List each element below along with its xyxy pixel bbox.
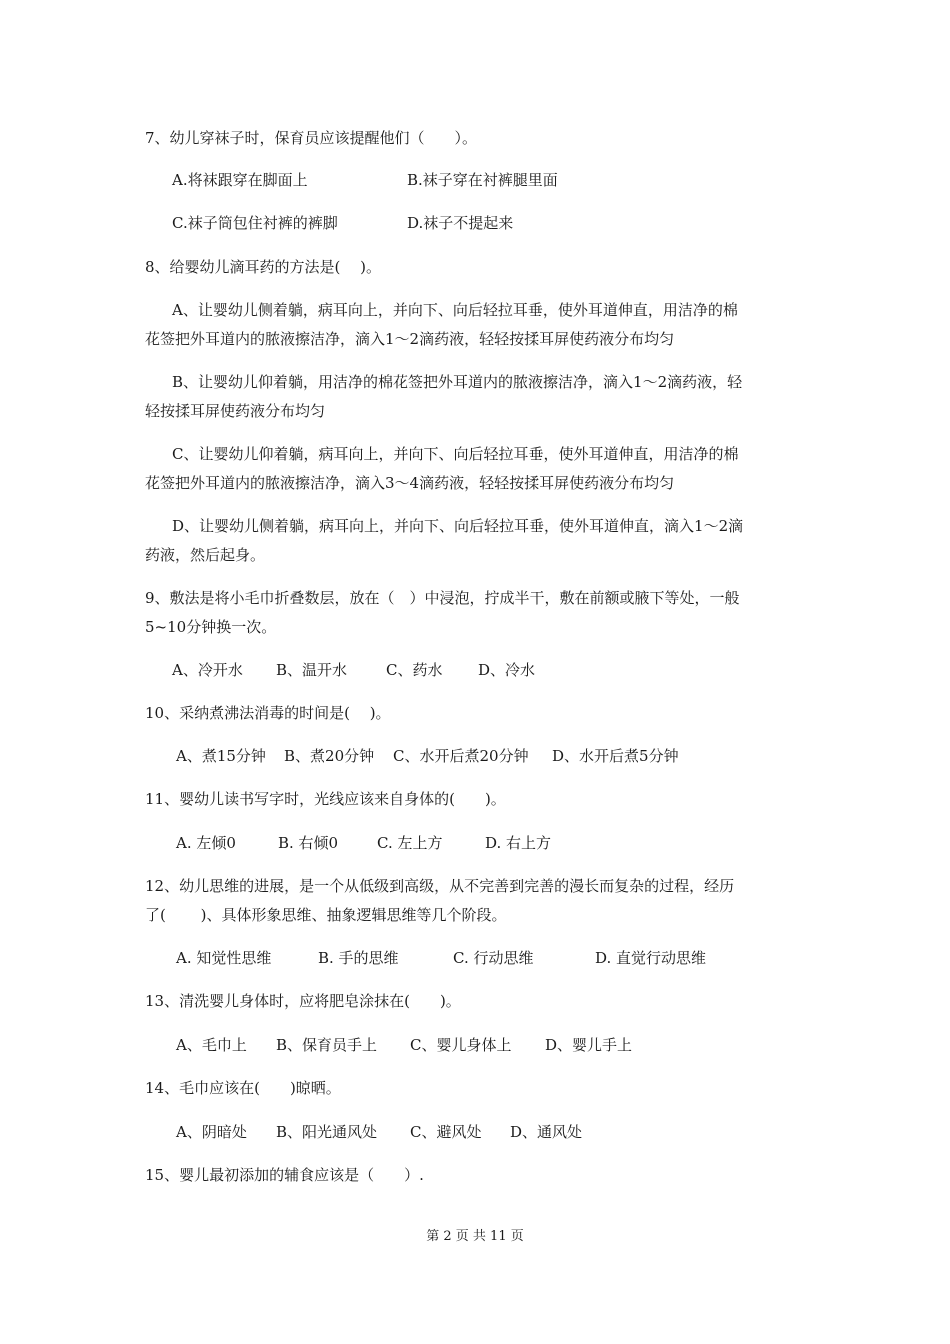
question-7-option-a: A.将袜跟穿在脚面上 xyxy=(172,171,308,189)
question-12-stem-line2: 了( )、具体形象思维、抽象逻辑思维等几个阶段。 xyxy=(145,906,507,924)
question-8-option-d-line2: 药液，然后起身。 xyxy=(145,546,266,564)
question-13-option-d: D、婴儿手上 xyxy=(545,1036,633,1054)
question-9-option-c: C、药水 xyxy=(386,661,443,679)
question-7-option-b: B.袜子穿在衬裤腿里面 xyxy=(407,171,558,189)
question-9-stem-line2: 5~10分钟换一次。 xyxy=(145,618,277,636)
question-14-option-c: C、避风处 xyxy=(410,1123,482,1141)
question-14-option-d: D、通风处 xyxy=(510,1123,583,1141)
question-12-option-a: A. 知觉性思维 xyxy=(176,949,272,967)
question-8-option-b-line2: 轻按揉耳屏使药液分布均匀 xyxy=(145,402,326,420)
question-8-option-a-line2: 花签把外耳道内的脓液擦洁净，滴入1～2滴药液，轻轻按揉耳屏使药液分布均匀 xyxy=(145,330,675,348)
question-10-option-a: A、煮15分钟 xyxy=(176,747,266,765)
question-9-stem-line1: 9、敷法是将小毛巾折叠数层，放在（ ）中浸泡，拧成半干，敷在前额或腋下等处，一般 xyxy=(145,589,740,607)
question-14-stem: 14、毛巾应该在( )晾晒。 xyxy=(145,1079,341,1097)
question-8-option-d-line1: D、让婴幼儿侧着躺，病耳向上，并向下、向后轻拉耳垂，使外耳道伸直，滴入1～2滴 xyxy=(172,517,744,535)
question-13-option-b: B、保育员手上 xyxy=(276,1036,378,1054)
page-number: 第 2 页 共 11 页 xyxy=(426,1229,524,1244)
question-9-option-a: A、冷开水 xyxy=(172,661,243,679)
question-8-option-c-line1: C、让婴幼儿仰着躺，病耳向上，并向下、向后轻拉耳垂，使外耳道伸直，用洁净的棉 xyxy=(172,445,739,463)
question-14-option-a: A、阴暗处 xyxy=(176,1123,247,1141)
question-12-option-c: C. 行动思维 xyxy=(453,949,534,967)
question-11-option-b: B. 右倾0 xyxy=(278,834,339,852)
question-11-stem: 11、婴幼儿读书写字时，光线应该来自身体的( )。 xyxy=(145,790,506,808)
question-8-option-c-line2: 花签把外耳道内的脓液擦洁净，滴入3～4滴药液，轻轻按揉耳屏使药液分布均匀 xyxy=(145,474,675,492)
question-10-option-c: C、水开后煮20分钟 xyxy=(393,747,529,765)
question-9-option-b: B、温开水 xyxy=(276,661,348,679)
question-12-stem-line1: 12、幼儿思维的进展，是一个从低级到高级，从不完善到完善的漫长而复杂的过程，经历 xyxy=(145,877,735,895)
question-13-stem: 13、清洗婴儿身体时，应将肥皂涂抹在( )。 xyxy=(145,992,461,1010)
question-10-option-b: B、煮20分钟 xyxy=(284,747,375,765)
question-12-option-b: B. 手的思维 xyxy=(318,949,399,967)
question-7-stem: 7、幼儿穿袜子时，保育员应该提醒他们（ ）。 xyxy=(145,129,478,147)
question-11-option-d: D. 右上方 xyxy=(485,834,552,852)
question-8-stem: 8、给婴幼儿滴耳药的方法是( )。 xyxy=(145,258,382,276)
question-7-option-d: D.袜子不提起来 xyxy=(407,214,514,232)
question-14-option-b: B、阳光通风处 xyxy=(276,1123,378,1141)
question-10-option-d: D、水开后煮5分钟 xyxy=(552,747,679,765)
question-13-option-a: A、毛巾上 xyxy=(176,1036,247,1054)
question-15-stem: 15、婴儿最初添加的辅食应该是（ ）. xyxy=(145,1166,424,1184)
question-8-option-a-line1: A、让婴幼儿侧着躺，病耳向上，并向下、向后轻拉耳垂，使外耳道伸直，用洁净的棉 xyxy=(172,301,738,319)
question-11-option-a: A. 左倾0 xyxy=(176,834,236,852)
question-8-option-b-line1: B、让婴幼儿仰着躺，用洁净的棉花签把外耳道内的脓液擦洁净，滴入1～2滴药液，轻 xyxy=(172,373,743,391)
question-10-stem: 10、采纳煮沸法消毒的时间是( )。 xyxy=(145,704,391,722)
question-9-option-d: D、冷水 xyxy=(478,661,536,679)
question-11-option-c: C. 左上方 xyxy=(377,834,443,852)
question-12-option-d: D. 直觉行动思维 xyxy=(595,949,707,967)
question-13-option-c: C、婴儿身体上 xyxy=(410,1036,512,1054)
question-7-option-c: C.袜子筒包住衬裤的裤脚 xyxy=(172,214,338,232)
